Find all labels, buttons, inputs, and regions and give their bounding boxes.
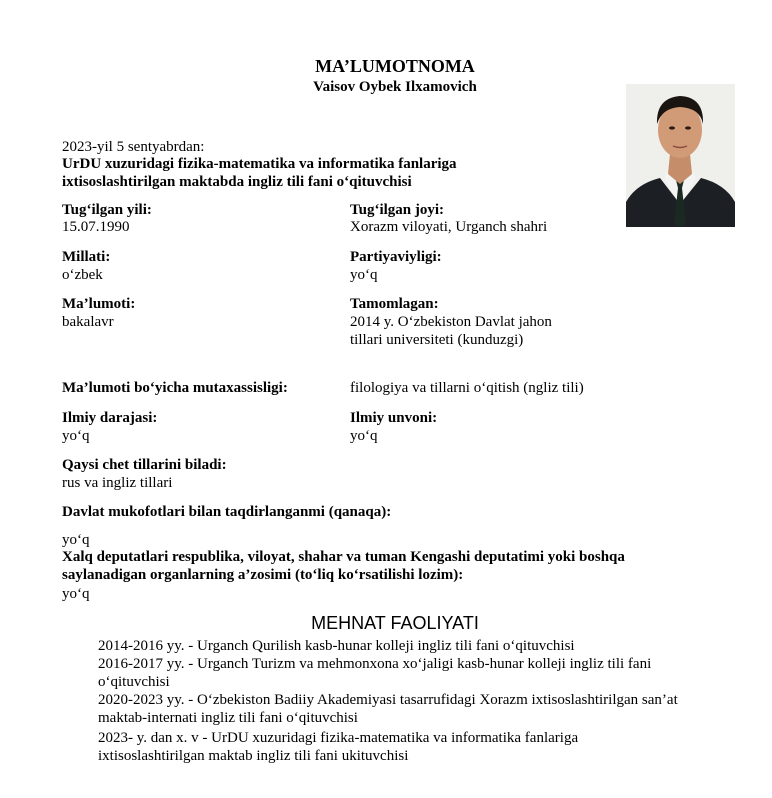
- degree-label: Ilmiy darajasi:: [62, 410, 158, 426]
- portrait-photo: [626, 84, 735, 227]
- awards-value: yo‘q: [62, 532, 90, 548]
- work-line: 2020-2023 yy. - O‘zbekiston Badiiy Akademiyasi tasarrufidagi Xorazm ixtisoslashtirilgan san’at: [98, 692, 678, 708]
- document-title: MA’LUMOTNOMA: [315, 56, 475, 76]
- position-line-1: UrDU xuzuridagi fizika-matematika va informatika fanlariga: [62, 156, 457, 172]
- work-line: 2023- y. dan x. v - UrDU xuzuridagi fizika-matematika va informatika fanlariga: [98, 730, 579, 746]
- education-label: Ma’lumoti:: [62, 296, 136, 312]
- deputy-label-line-2: saylanadigan organlarning a’zosimi (to‘liq ko‘rsatilishi lozim):: [62, 567, 464, 583]
- deputy-label-line-1: Xalq deputatlari respublika, viloyat, shahar va tuman Kengashi deputatimi yoki boshqa: [62, 549, 625, 565]
- party-label: Partiyaviyligi:: [350, 249, 442, 265]
- rank-value: yo‘q: [350, 428, 378, 444]
- languages-label: Qaysi chet tillarini biladi:: [62, 457, 227, 473]
- work-line: 2014-2016 yy. - Urganch Qurilish kasb-hunar kolleji ingliz tili fani o‘qituvchisi: [98, 638, 575, 654]
- work-line: 2016-2017 yy. - Urganch Turizm va mehmonxona xo‘jaligi kasb-hunar kolleji ingliz tili fani: [98, 656, 652, 672]
- party-value: yo‘q: [350, 267, 378, 283]
- work-heading: MEHNAT FAOLIYATI: [311, 613, 479, 633]
- languages-value: rus va ingliz tillari: [62, 475, 173, 491]
- graduated-label: Tamomlagan:: [350, 296, 439, 312]
- education-value: bakalavr: [62, 314, 114, 330]
- specialty-label: Ma’lumoti bo‘yicha mutaxassisligi:: [62, 380, 288, 396]
- birth-place-label: Tug‘ilgan joyi:: [350, 202, 445, 218]
- work-line: ixtisoslashtirilgan maktab ingliz tili fani ukituvchisi: [98, 748, 409, 764]
- birth-place-value: Xorazm viloyati, Urganch shahri: [350, 219, 548, 235]
- degree-value: yo‘q: [62, 428, 90, 444]
- graduated-value-line-1: 2014 y. O‘zbekiston Davlat jahon: [350, 314, 552, 330]
- awards-label: Davlat mukofotlari bilan taqdirlanganmi (qanaqa):: [62, 504, 392, 520]
- nationality-label: Millati:: [62, 249, 111, 265]
- person-name: Vaisov Oybek Ilxamovich: [313, 79, 477, 95]
- position-line-2: ixtisoslashtirilgan maktabda ingliz tili fani o‘qituvchisi: [62, 174, 412, 190]
- rank-label: Ilmiy unvoni:: [350, 410, 438, 426]
- birth-year-label: Tug‘ilgan yili:: [62, 202, 152, 218]
- specialty-value: filologiya va tillarni o‘qitish (ngliz tili): [350, 380, 584, 396]
- work-line: maktab-internati ingliz tili fani o‘qituvchisi: [98, 710, 358, 726]
- portrait-photo-icon: [626, 84, 735, 227]
- work-line: o‘qituvchisi: [98, 674, 170, 690]
- deputy-value: yo‘q: [62, 586, 90, 602]
- start-date: 2023-yil 5 sentyabrdan:: [62, 139, 205, 155]
- birth-year-value: 15.07.1990: [62, 219, 130, 235]
- nationality-value: o‘zbek: [62, 267, 103, 283]
- graduated-value-line-2: tillari universiteti (kunduzgi): [350, 332, 524, 348]
